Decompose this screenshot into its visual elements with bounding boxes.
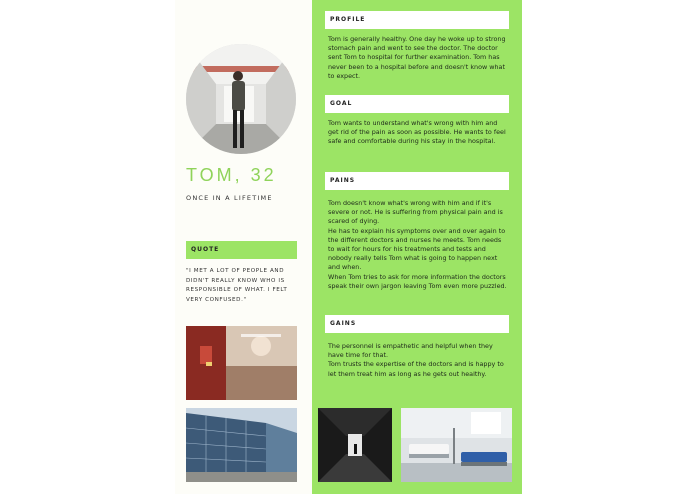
ward-photo (401, 408, 512, 482)
hallway-photo (186, 326, 297, 400)
persona-tagline: ONCE IN A LIFETIME (186, 194, 273, 202)
gains-text: The personnel is empathetic and helpful when they have time for that. Tom trusts the expertise of the doctors and is happy to let them treat him as long as he gets out healthy. (328, 342, 504, 378)
profile-text: Tom is generally healthy. One day he woke up to strong stomach pain and went to see the doctor. The doctor sent Tom to hospital for further examination. Tom has never been to a hospital before and doesn't know what to expect. (328, 35, 506, 80)
profile-label: PROFILE (330, 16, 366, 23)
persona-name: TOM, 32 (186, 165, 277, 185)
persona-photo (186, 44, 296, 154)
goal-label: GOAL (330, 100, 353, 107)
pains-text: Tom doesn't know what's wrong with him and if it's severe or not. He is suffering from physical pain and is scared of dying. He has to explain his symptoms over and over again to the different doctors and nurses he meets. Tom needs to wait for hours for his treatments and tests and nobody really tells Tom what is going to happen next and when. When Tom tries to ask for more information the doctors speak their own jargon leaving Tom even more puzzled. (328, 199, 507, 290)
profile-header (325, 11, 509, 29)
quote-label: QUOTE (191, 246, 220, 253)
pains-header (325, 172, 509, 190)
corridor-photo (318, 408, 392, 482)
gains-header (325, 315, 509, 333)
building-photo (186, 408, 297, 482)
pains-label: PAINS (330, 177, 356, 184)
goal-header (325, 95, 509, 113)
goal-text: Tom wants to understand what's wrong with him and get rid of the pain as soon as possible. He wants to feel safe and comfortable during his stay in the hospital. (328, 119, 506, 146)
quote-header (186, 241, 297, 259)
quote-text: "I MET A LOT OF PEOPLE AND DIDN'T REALLY KNOW WHO IS RESPONSIBLE OF WHAT. I FELT VERY CONFUSED." (186, 268, 288, 303)
gains-label: GAINS (330, 320, 357, 327)
